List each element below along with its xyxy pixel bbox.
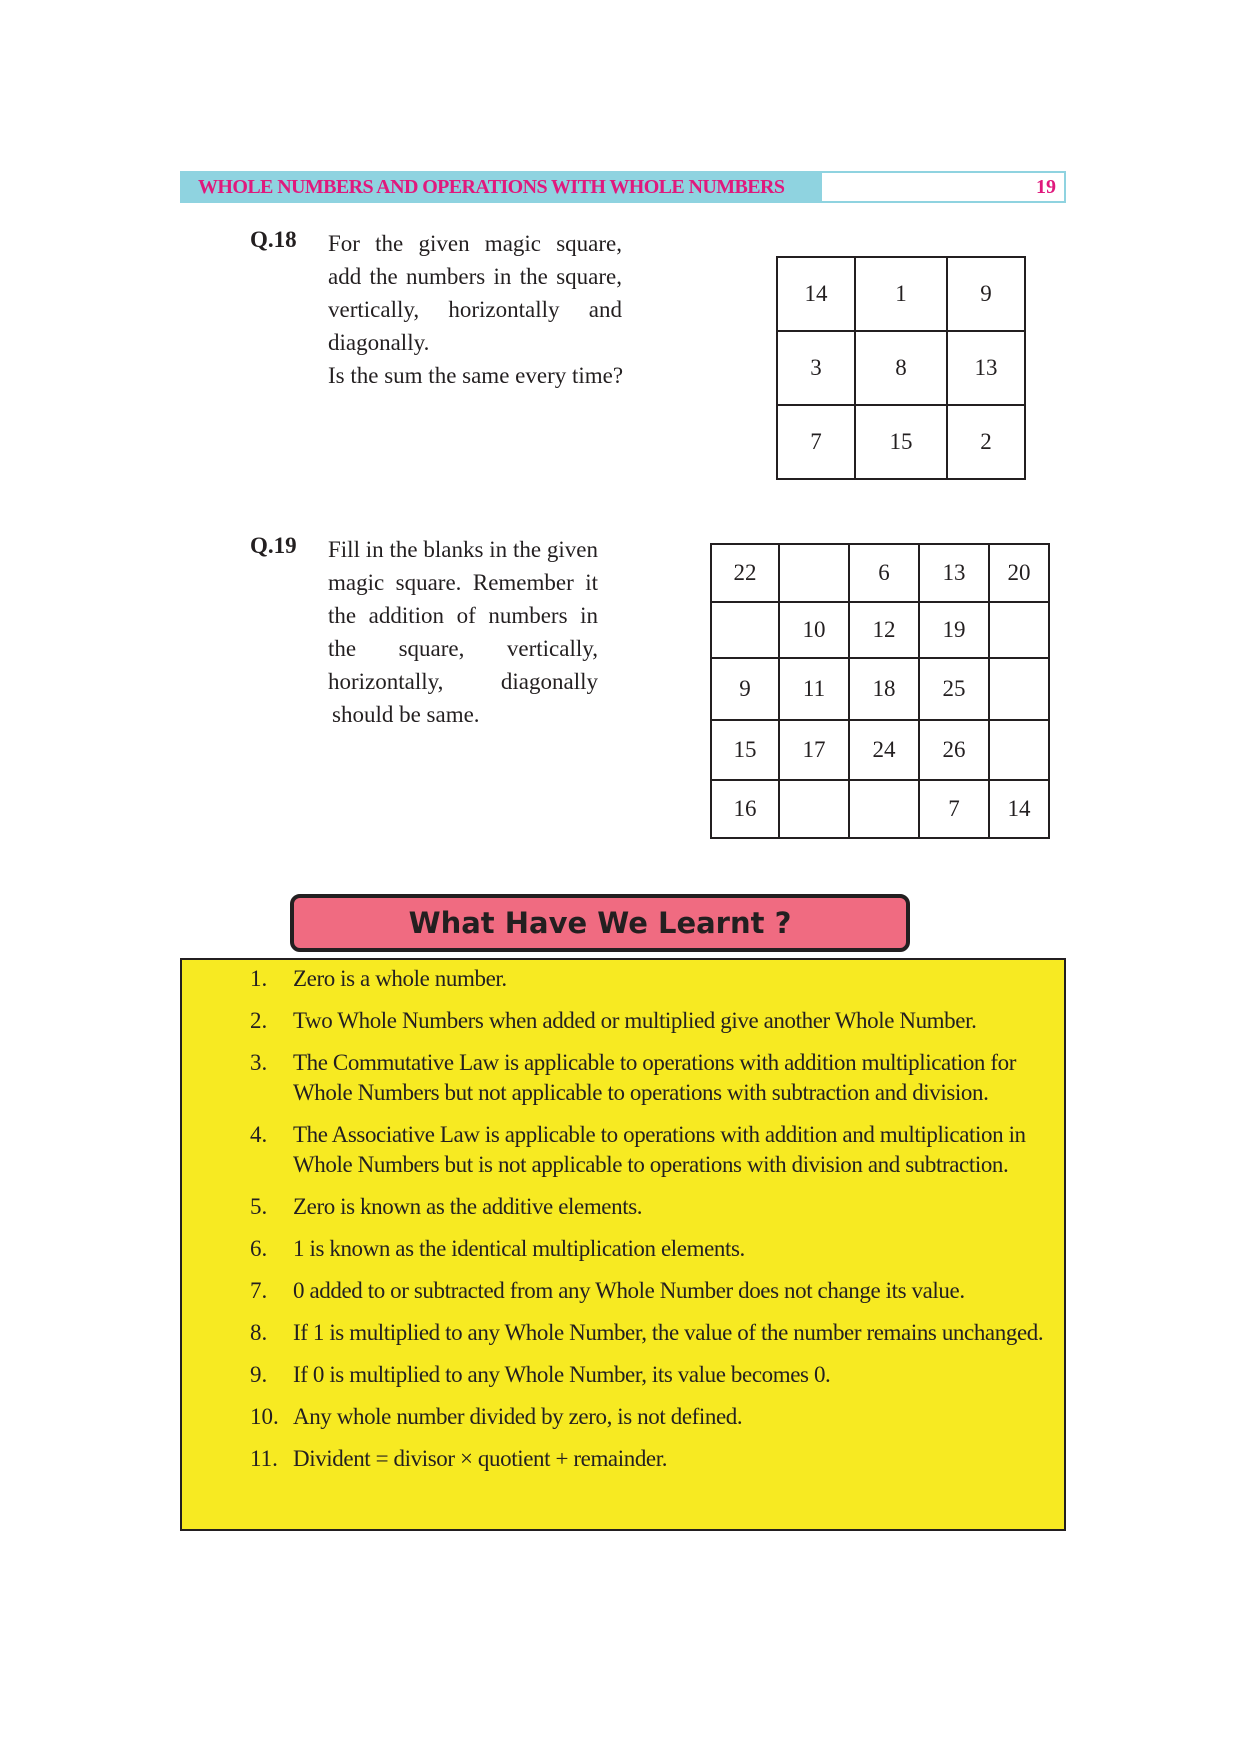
question-19-label: Q.19: [250, 533, 297, 558]
summary-list: [250, 964, 1070, 1486]
question-19-line: the addition of numbers in: [328, 603, 598, 628]
summary-item: [250, 1276, 1070, 1306]
magic-cell: 13: [947, 331, 1025, 405]
magic-cell: 9: [711, 658, 779, 720]
magic-cell: 6: [849, 544, 919, 602]
magic-cell: 22: [711, 544, 779, 602]
magic-cell: 13: [919, 544, 989, 602]
magic-cell: 14: [989, 780, 1049, 838]
magic-cell: 12: [849, 602, 919, 658]
magic-cell: 1: [855, 257, 947, 331]
summary-heading: What Have We Learnt ?: [290, 894, 910, 952]
question-18-label: Q.18: [250, 227, 297, 252]
summary-item-number: 8.: [250, 1320, 268, 1345]
question-19-line: magic square. Remember it: [328, 570, 598, 595]
summary-item-text: Any whole number divided by zero, is not defined.: [293, 1404, 743, 1429]
page-number: 19: [1036, 175, 1056, 198]
summary-item: [250, 1234, 1070, 1264]
magic-cell: 15: [711, 720, 779, 780]
page-header: [180, 171, 1066, 203]
magic-cell: 24: [849, 720, 919, 780]
chapter-title: WHOLE NUMBERS AND OPERATIONS WITH WHOLE NUMBERS: [182, 173, 822, 201]
summary-item-number: 7.: [250, 1278, 268, 1303]
magic-cell: 25: [919, 658, 989, 720]
summary-item-number: 4.: [250, 1122, 268, 1147]
summary-item: [250, 1402, 1070, 1432]
magic-cell: 16: [711, 780, 779, 838]
magic-cell: 19: [919, 602, 989, 658]
summary-item-text: Two Whole Numbers when added or multiplied give another Whole Number.: [293, 1008, 977, 1033]
summary-item-text: If 1 is multiplied to any Whole Number, the value of the number remains unchanged.: [293, 1320, 1044, 1345]
magic-cell: 2: [947, 405, 1025, 479]
magic-square-q18: [776, 256, 1026, 480]
summary-item-number: 10.: [250, 1404, 279, 1429]
summary-item-number: 9.: [250, 1362, 268, 1387]
magic-cell: 17: [779, 720, 849, 780]
summary-item-text: Zero is a whole number.: [293, 966, 507, 991]
summary-item-text: Zero is known as the additive elements.: [293, 1194, 643, 1219]
summary-item: [250, 1318, 1070, 1348]
magic-cell: 26: [919, 720, 989, 780]
magic-cell: [779, 544, 849, 602]
magic-cell: [989, 720, 1049, 780]
magic-cell: 15: [855, 405, 947, 479]
question-19-line: should be same.: [332, 702, 480, 727]
magic-cell: [989, 602, 1049, 658]
question-18-text: [328, 227, 622, 392]
summary-item-number: 3.: [250, 1050, 268, 1075]
magic-cell: [989, 658, 1049, 720]
magic-cell: 7: [919, 780, 989, 838]
question-18-line: For the given magic square,: [328, 231, 622, 256]
summary-item: [250, 964, 1070, 994]
summary-item-text: If 0 is multiplied to any Whole Number, its value becomes 0.: [293, 1362, 831, 1387]
magic-cell: 8: [855, 331, 947, 405]
question-18-line: add the numbers in the square,: [328, 264, 622, 289]
magic-cell: 18: [849, 658, 919, 720]
magic-cell: [711, 602, 779, 658]
magic-cell: 3: [777, 331, 855, 405]
question-19-line: the square, vertically,: [328, 636, 598, 661]
magic-cell: 9: [947, 257, 1025, 331]
magic-cell: 14: [777, 257, 855, 331]
summary-item-number: 5.: [250, 1194, 268, 1219]
summary-item-text: The Commutative Law is applicable to operations with addition multiplication for Whole Numbers but not applicable to operations with subtraction and division.: [293, 1050, 1017, 1105]
magic-cell: 10: [779, 602, 849, 658]
question-19-text: [328, 533, 598, 731]
summary-item: [250, 1192, 1070, 1222]
magic-cell: [779, 780, 849, 838]
summary-item-text: 0 added to or subtracted from any Whole Number does not change its value.: [293, 1278, 965, 1303]
magic-cell: 7: [777, 405, 855, 479]
summary-item: [250, 1444, 1070, 1474]
magic-cell: [849, 780, 919, 838]
summary-item: [250, 1048, 1070, 1108]
question-19-line: horizontally, diagonally: [328, 669, 598, 694]
summary-item: [250, 1360, 1070, 1390]
question-18-line: vertically, horizontally and: [328, 297, 622, 322]
question-18-line: diagonally.: [328, 330, 430, 355]
question-19-line: Fill in the blanks in the given: [328, 537, 598, 562]
summary-item-number: 1.: [250, 966, 268, 991]
magic-square-q19: [710, 543, 1050, 839]
magic-cell: 11: [779, 658, 849, 720]
summary-item: [250, 1120, 1070, 1180]
summary-item-text: The Associative Law is applicable to operations with addition and multiplication in Whole Numbers but is not applicable to operations with division and subtraction.: [293, 1122, 1026, 1177]
summary-item-text: Divident = divisor × quotient + remainder.: [293, 1446, 668, 1471]
question-18-line: Is the sum the same every time?: [328, 363, 624, 388]
summary-item-number: 6.: [250, 1236, 268, 1261]
magic-cell: 20: [989, 544, 1049, 602]
summary-item-number: 2.: [250, 1008, 268, 1033]
summary-item: [250, 1006, 1070, 1036]
summary-item-text: 1 is known as the identical multiplication elements.: [293, 1236, 745, 1261]
summary-item-number: 11.: [250, 1446, 278, 1471]
